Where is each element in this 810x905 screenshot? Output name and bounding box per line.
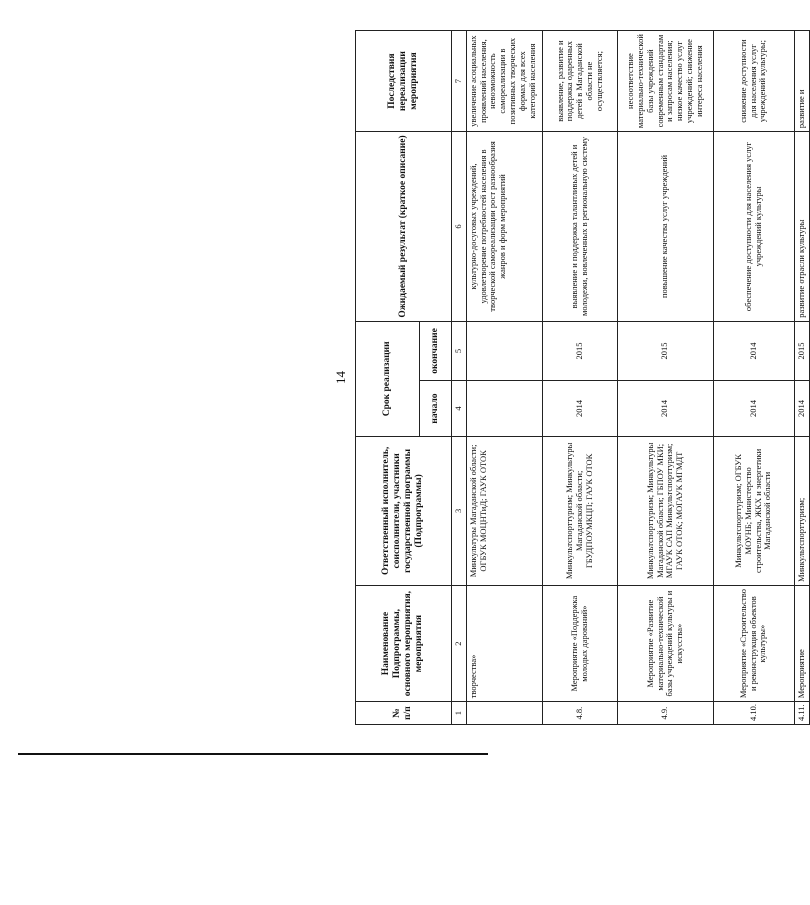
row-result: выявление и поддержка талантливых детей и молодежи, вовлеченных в региональную систему bbox=[543, 132, 618, 322]
header-end: окончание bbox=[420, 321, 451, 380]
colnum: 5 bbox=[451, 321, 466, 380]
table-row bbox=[713, 31, 794, 725]
header-name: Наименование Подпрограммы, основного мероприятия, мероприятия bbox=[356, 585, 452, 701]
colnum: 4 bbox=[451, 381, 466, 437]
row-name: Мероприятие «Поддержка молодых дарований» bbox=[543, 585, 618, 701]
row-executors: Минкультспорттуризм; Минкультуры Магаданской области; ГБПОУ МКИ; МГАУК САП Минкультспорттуризм; ГАУК ОТОК; МОГАУК МГМДТ bbox=[617, 436, 713, 585]
header-num: № п/п bbox=[356, 702, 452, 725]
row-executors: Минкультспорттуризм; ОГБУК МОУНБ; Министерство строительства, ЖКХ и энергетики Магаданской области bbox=[713, 436, 794, 585]
row-name: Мероприятие «Развитие материально-технической базы учреждений культуры и искусства» bbox=[617, 585, 713, 701]
colnum: 7 bbox=[451, 31, 466, 132]
row-result: обеспечение доступности для населения услуг учреждений культуры bbox=[713, 132, 794, 322]
page-divider bbox=[18, 753, 488, 755]
row-executors: Минкультуры Магаданской области; ОГБУК МОЦНТиД; ГАУК ОТОК bbox=[466, 436, 542, 585]
row-executors: Минкультспорттуризм; Минкультуры Магаданской области; ГБУДПОУМКЦП; ГАУК ОТОК bbox=[543, 436, 618, 585]
row-end: 2015 bbox=[794, 321, 809, 380]
row-name: Мероприятие bbox=[794, 585, 809, 701]
header-start: начало bbox=[420, 381, 451, 437]
row-end: 2015 bbox=[543, 321, 618, 380]
row-start bbox=[466, 381, 542, 437]
table-row bbox=[543, 31, 618, 725]
row-consequence: увеличение асоциальных проявлений населения, невозможность самореализации в позитивных творческих формах для всех категорий населения bbox=[466, 31, 542, 132]
table-row bbox=[466, 31, 542, 725]
colnum: 2 bbox=[451, 585, 466, 701]
row-start: 2014 bbox=[543, 381, 618, 437]
header-result: Ожидаемый результат (краткое описание) bbox=[356, 132, 452, 322]
rotated-page bbox=[120, 30, 806, 725]
column-numbers-row bbox=[451, 31, 466, 725]
row-start: 2014 bbox=[713, 381, 794, 437]
program-table bbox=[355, 30, 810, 725]
row-start: 2014 bbox=[617, 381, 713, 437]
row-num: 4.8. bbox=[543, 702, 618, 725]
header-consequence: Последствия нереализации мероприятия bbox=[356, 31, 452, 132]
row-end bbox=[466, 321, 542, 380]
row-end: 2014 bbox=[713, 321, 794, 380]
row-consequence: несоответствие материально-технической базы учреждений современным стандартам и запросам населения; низкое качество услуг учреждений; снижение интереса населения bbox=[617, 31, 713, 132]
header-period: Срок реализации bbox=[356, 321, 420, 436]
row-end: 2015 bbox=[617, 321, 713, 380]
header-row bbox=[356, 31, 420, 725]
row-num bbox=[466, 702, 542, 725]
table-row bbox=[617, 31, 713, 725]
table-row bbox=[794, 31, 809, 725]
row-name: творчества» bbox=[466, 585, 542, 701]
row-num: 4.11. bbox=[794, 702, 809, 725]
row-consequence: развитие и bbox=[794, 31, 809, 132]
colnum: 3 bbox=[451, 436, 466, 585]
header-executors: Ответственный исполнитель, соисполнители, участники государственной программы (Подпрограммы) bbox=[356, 436, 452, 585]
row-num: 4.9. bbox=[617, 702, 713, 725]
page-number: 14 bbox=[333, 371, 348, 384]
colnum: 1 bbox=[451, 702, 466, 725]
row-name: Мероприятие «Строительство и реконструкция объектов культуры» bbox=[713, 585, 794, 701]
row-result: культурно-досуговых учреждений, удовлетворение потребностей населения в творческой самореализации рост разнообразия жанров и форм мероприятий bbox=[466, 132, 542, 322]
row-result: развитие отрасли культуры bbox=[794, 132, 809, 322]
row-start: 2014 bbox=[794, 381, 809, 437]
row-num: 4.10. bbox=[713, 702, 794, 725]
row-result: повышение качества услуг учреждений bbox=[617, 132, 713, 322]
row-consequence: снижение доступности для населения услуг учреждений культуры; bbox=[713, 31, 794, 132]
row-executors: Минкультспорттуризм; bbox=[794, 436, 809, 585]
row-consequence: выявление, развитие и поддержка одаренных детей в Магаданской области не осуществляется; bbox=[543, 31, 618, 132]
colnum: 6 bbox=[451, 132, 466, 322]
